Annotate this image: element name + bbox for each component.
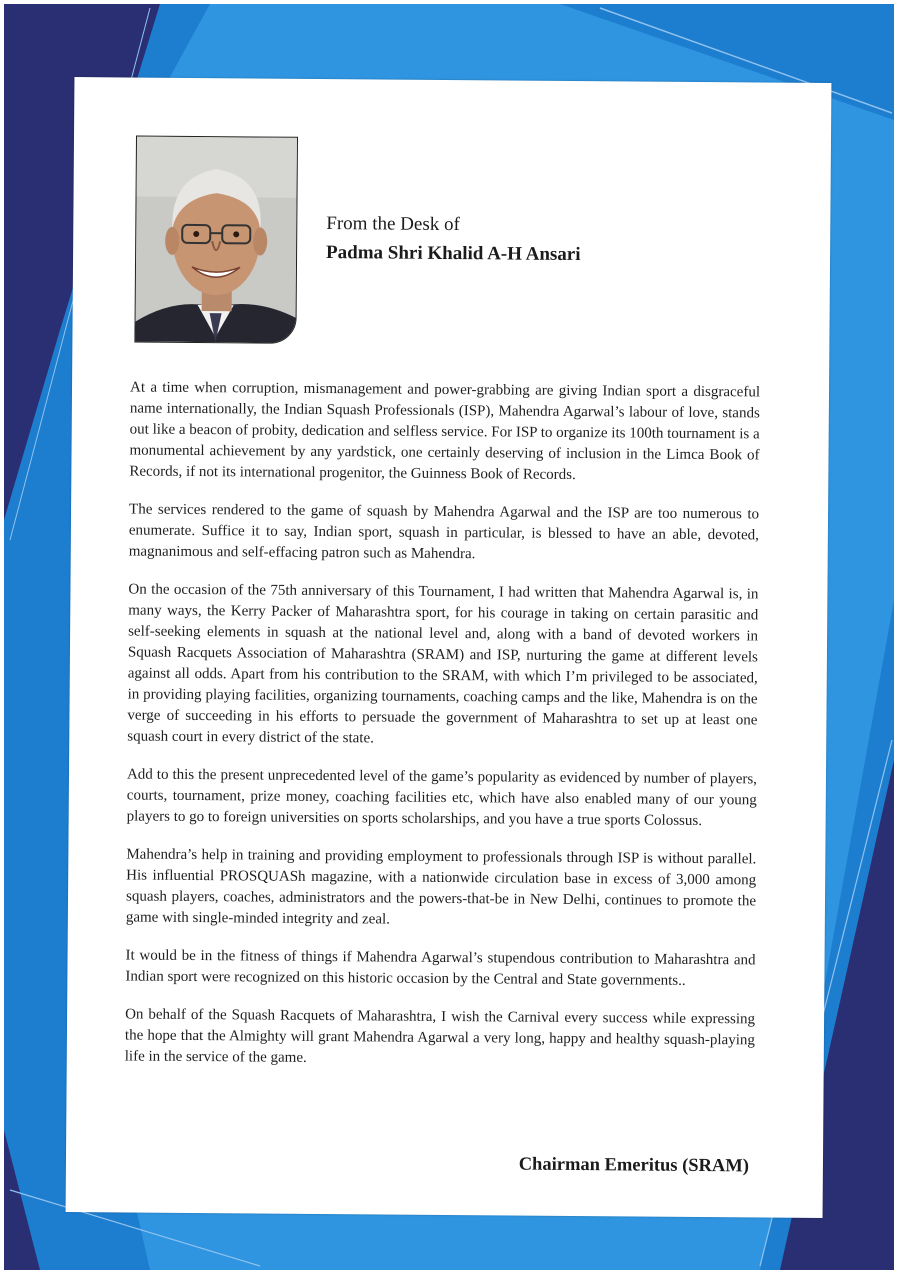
paragraph: Mahendra’s help in training and providing employment to professionals through ISP is without parallel. His influential PROSQUASh magazine, with a nationwide circulation base in excess of 3,000 among squash players, coaches, administrators and the powers-that-be in New Delhi, continues to promote the game with single-minded integrity and zeal. (125, 846, 757, 928)
paragraph: Add to this the present unprecedented level of the game’s popularity as evidenced by number of players, courts, tournament, prize money, coaching facilities etc, which have also enabled many of our young players to go to foreign universities on sports scholarships, and you have a true sports Colossus. (126, 766, 758, 829)
paragraph: The services rendered to the game of squash by Mahendra Agarwal and the ISP are too numerous to enumerate. Suffice it to say, Indian sport, squash in particular, is blessed to have an able, devoted, magnanimous and self-effacing patron such as Mahendra. (128, 501, 760, 563)
portrait-image (135, 137, 297, 343)
paragraph: On behalf of the Squash Racquets of Maharashtra, I wish the Carnival every success while expressing the hope that the Almighty will grant Mahendra Agarwal a very long, happy and healthy squash-playing life in the service of the game. (124, 1006, 756, 1066)
paragraph: At a time when corruption, mismanagement and power-grabbing are giving Indian sport a disgraceful name internationally, the Indian Squash Professionals (ISP), Mahendra Agarwal’s labour of love, stands out like a beacon of probity, dedication and selfless service. For ISP to organize its 100th tournament is a monumental achievement by any yardstick, one certainly deserving of inclusion in the Limca Book of Records, if not its international progenitor, the Guinness Book of Records. (129, 379, 761, 483)
paragraph: It would be in the fitness of things if Mahendra Agarwal’s stupendous contribution to Maharashtra and Indian sport were recognized on this historic occasion by the Central and State governments.. (125, 947, 756, 989)
desk-label: From the Desk of (326, 213, 460, 236)
letter-heading (326, 213, 581, 266)
paragraph: On the occasion of the 75th anniversary of this Tournament, I had written that Mahendra Agarwal is, in many ways, the Kerry Packer of Maharashtra sport, for his courage in taking on certain parasitic and self-seeking elements in squash at the national level and, along with a band of devoted workers in Squash Racquets Association of Maharashtra (SRAM) and ISP, nurturing the game at different levels against all odds. Apart from his contribution to the SRAM, with which I’m privileged to be associated, in providing playing facilities, organizing tournaments, coaching camps and the like, Mahendra is on the verge of succeeding in his efforts to persuade the government of Maharashtra to set up at least one squash court in every district of the state. (127, 581, 759, 747)
letter-sheet (66, 77, 832, 1218)
signature-title: Chairman Emeritus (SRAM) (518, 1154, 750, 1177)
author-portrait (134, 136, 298, 344)
letter-body (125, 377, 761, 1089)
author-name: Padma Shri Khalid A-H Ansari (326, 242, 581, 266)
